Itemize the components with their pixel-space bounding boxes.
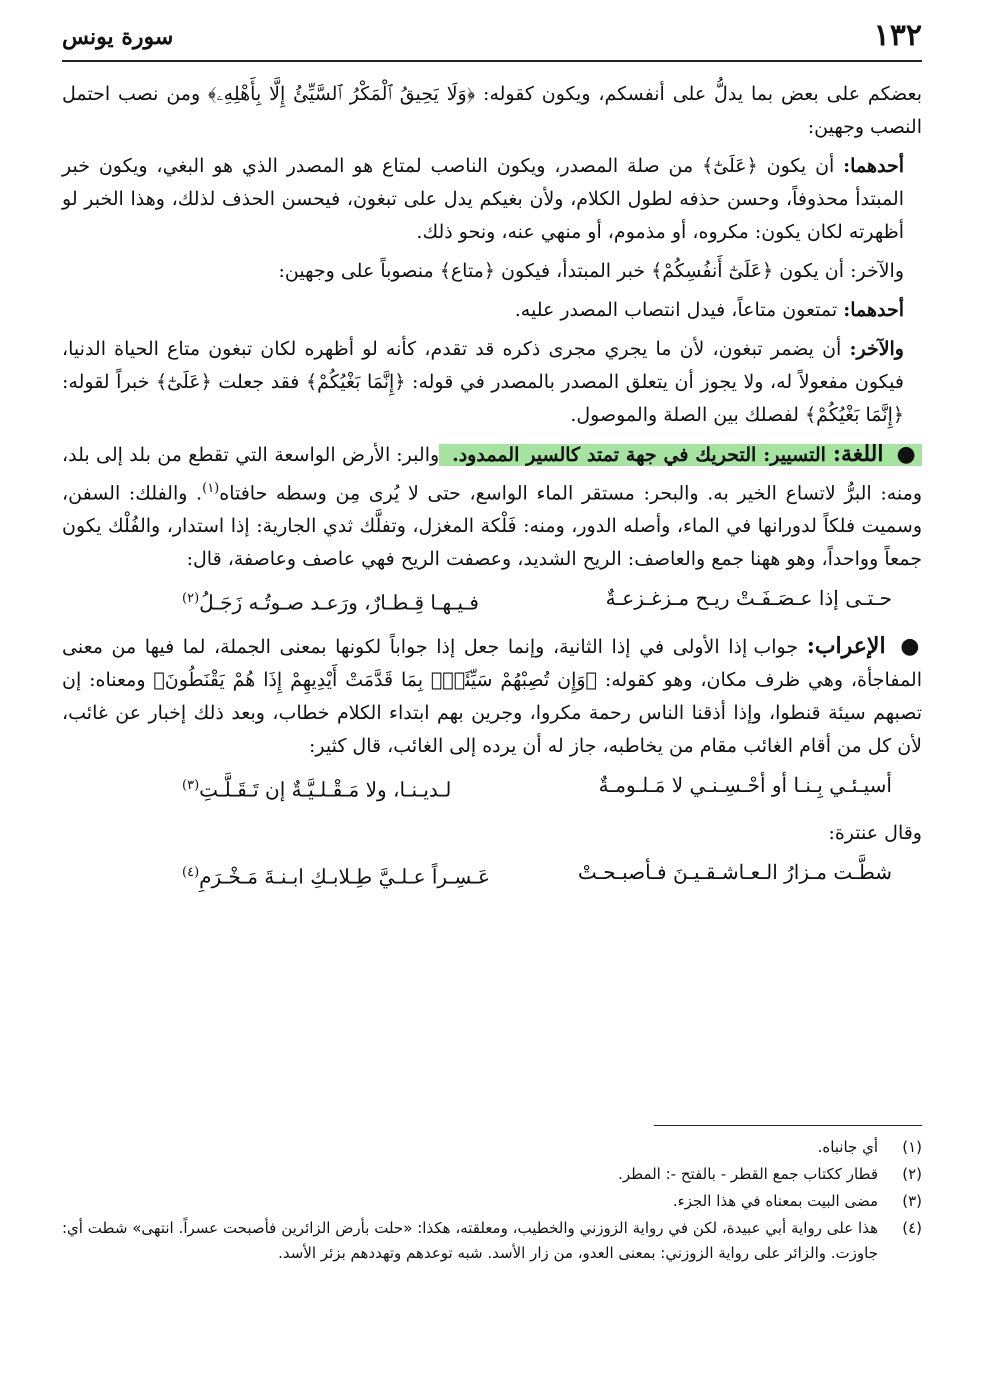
page-header — [62, 18, 922, 62]
quran-quote: ﴿عَلَىٰٓ أَنفُسِكُمْ﴾ — [651, 260, 774, 282]
footnote: (١) أي جانباه. — [817, 1138, 922, 1156]
footnote-ref: (٣) — [182, 777, 200, 793]
paragraph-5: والآخر: أن يضمر تبغون، لأن ما يجري مجرى ذكره قد تقدم، كأنه لو أظهره لكان تبغون متاع الحياة الدنيا، فيكون مفعولاً له، ولا يجوز أن يتعلق المصدر بالمصدر في قوله: ﴿إِنَّمَا بَغْيُكُمْ﴾ فقد جعلت ﴿عَلَىٰٓ﴾ خبراً لقوله: ﴿إِنَّمَا بَغْيُكُمْ﴾ لفصلك بين الصلة والموصول. — [62, 338, 904, 426]
footnote: (٢) قطار ككتاب جمع القطر - بالفتح -: المطر. — [618, 1165, 922, 1183]
bullet-icon: ● — [896, 441, 916, 467]
quran-quote: ﴿إِنَّمَا بَغْيُكُمْ﴾ — [805, 404, 904, 426]
poem-verse-1 — [62, 582, 922, 620]
surah-title: سورة يونس — [62, 24, 174, 50]
quran-quote: ﴿وَلَا يَحِيقُ ٱلْمَكْرُ ٱلسَّيِّئُ إِلَّا بِأَهْلِهِۦ﴾ — [208, 83, 476, 105]
hemistich-left: فـيـهـا قِـطـارٌ، ورَعـد صـوتُـه زَجَـلُ$^{(٢)}$ — [182, 590, 479, 615]
paragraph-3: والآخر: أن يكون ﴿عَلَىٰٓ أَنفُسِكُمْ﴾ خبر المبتدأ، فيكون ﴿متاع﴾ منصوباً على وجهين: — [278, 260, 904, 282]
quran-quote: ﴿إِنَّمَا بَغْيُكُمْ﴾ — [305, 371, 406, 393]
paragraph-4: أحدهما: تمتعون متاعاً، فيدل انتصاب المصدر عليه. — [514, 299, 904, 321]
footnote-ref: (٢) — [182, 591, 200, 607]
footnotes — [62, 1135, 922, 1268]
lugha-section: ● اللغة: التسيير: التحريك في جهة تمتد كالسير الممدود. والبر: الأرض الواسعة التي تقطع من بلد إلى بلد، ومنه: البرُّ لاتساع الخير به. والبحر: مستقر الماء الواسع، حتى لا يُرى مِن وسطه حافتاه$^{(١)}$. والفلك: السفن، وسميت فلكاً لدورانها في الماء، وأصله الدور، ومنه: فَلْكة المغزل، وتفلَّك ثدي الجارية: إذا استدار، والفُلْك يكون جمعاً وواحداً، وهو ههنا جمع والعاصف: الريح الشديد، وعصفت الريح فهي عاصف وعاصفة، قال: — [62, 441, 922, 571]
main-text — [62, 78, 922, 903]
footnote-ref: (١) — [202, 481, 220, 496]
paragraph-1: بعضكم على بعض بما يدلُّ على أنفسكم، ويكون كقوله: ﴿وَلَا يَحِيقُ ٱلْمَكْرُ ٱلسَّيِّئُ إِلَّا بِأَهْلِهِۦ﴾ ومن نصب احتمل النصب وجهين: — [62, 83, 922, 138]
antara-intro: وقال عنترة: — [828, 821, 922, 844]
quran-quote: ﴿عَلَىٰٓ﴾ — [155, 371, 212, 393]
lugha-highlight: ● اللغة: التسيير: التحريك في جهة تمتد كالسير الممدود. — [439, 444, 922, 466]
lugha-title: اللغة: — [832, 441, 884, 467]
page-number: ١٣٢ — [873, 18, 922, 53]
hemistich-left: لـديـنـا، ولا مَـقْـلـيَّـةٌ إن تَـقَـلَّـتِ$^{(٣)}$ — [182, 777, 452, 802]
hemistich-right: شطَّـت مـزارُ الـعـاشـقـيـنَ فـأصبـحـتْ — [577, 859, 892, 884]
poem-verse-3 — [62, 856, 922, 894]
footnote-ref: (٤) — [182, 864, 200, 880]
footnote: (٣) مضى البيت بمعناه في هذا الجزء. — [672, 1192, 922, 1210]
footnote: (٤) هذا على رواية أبي عبيدة، لكن في رواية الزوزني والخطيب، ومعلقته، هكذا: «حلت بأرض الزائرين فأصبحت عسراً. انتهى» شطت أي: جاوزت. والزائر على رواية الزوزني: بمعنى العدو، من زار الأسد. شبه توعدهم وتهددهم بزئر الأسد. — [62, 1219, 922, 1262]
quran-quote: ﴿وَإِن تُصِبْهُمْ سَيِّئَةٌۢ بِمَا قَدَّمَتْ أَيْدِيهِمْ إِذَا هُمْ يَقْنَطُونَ﴾ — [153, 668, 597, 691]
paragraph-2: أحدهما: أن يكون ﴿عَلَىٰٓ﴾ من صلة المصدر، ويكون الناصب لمتاع هو المصدر الذي هو البغي، ويكون خبر المبتدأ محذوفاً، وحسن حذفه لطول الكلام، ولأن بغيكم يدل على تبغون، فيحسن الحذف لذلك، وهذا الخبر لو أظهرته لكان يكون: مكروه، أو مذموم، أو منهي عنه، ونحو ذلك. — [62, 155, 904, 243]
quran-quote: ﴿عَلَىٰٓ﴾ — [702, 155, 758, 177]
quran-quote: ﴿متاع﴾ — [439, 260, 495, 282]
poem-verse-2 — [62, 769, 922, 807]
irab-section: ● الإعراب: جواب إذا الأولى في إذا الثانية، وإنما جعل إذا جواباً لكونها بمعنى الجملة، لما فيها من معنى المفاجأة، وهي ظرف مكان، وهو كقوله: ﴿وَإِن تُصِبْهُمْ سَيِّئَةٌۢ بِمَا قَدَّمَتْ أَيْدِيهِمْ إِذَا هُمْ يَقْنَطُونَ﴾ ومعناه: إن تصبهم سيئة قنطوا، وإذا أذقنا الناس رحمة مكروا، وجرين بهم ابتداء الكلام خطاب، وبعد ذلك إخبار عن غائب، لأن كل من أقام الغائب مقام من يخاطبه، جاز له أن يرده إلى الغائب، قال كثير: — [62, 632, 923, 757]
hemistich-left: عَـسِـراً عـلـيَّ طِـلابـكِ ابـنـةَ مَـخْـرَمِ$^{(٤)}$ — [182, 864, 490, 889]
bullet-icon: ● — [900, 633, 923, 659]
hemistich-right: حـتـى إذا عـصَـفَـتْ ريـح مـزغـزعـةٌ — [605, 586, 892, 611]
irab-title: الإعراب: — [806, 632, 886, 659]
footnote-divider — [654, 1125, 922, 1126]
hemistich-right: أسيـئـي بِـنـا أو أحْـسِـنـي لا مَـلـومـةٌ — [598, 772, 892, 797]
